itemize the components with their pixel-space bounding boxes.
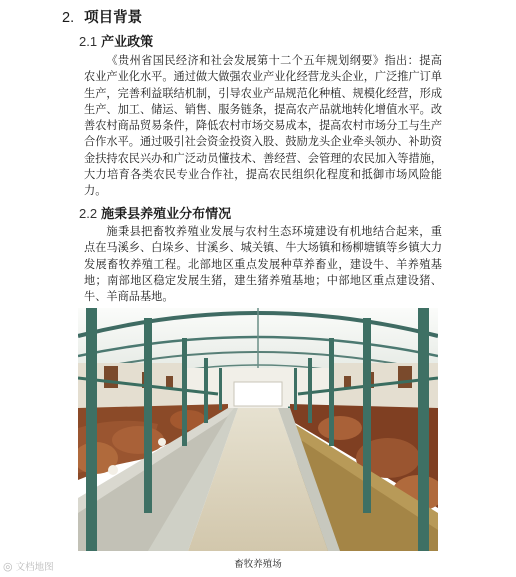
watermark-text: 文档地图 xyxy=(15,562,54,573)
watermark-logo-icon: ◎ xyxy=(3,560,13,573)
section-title: 项目背景 xyxy=(84,10,143,26)
subsection-number: 2.1 xyxy=(79,34,98,49)
subsection-heading-policy xyxy=(79,31,153,50)
subsection-title: 施秉县养殖业分布情况 xyxy=(101,207,232,222)
section-number: 2. xyxy=(62,10,75,26)
subsection-heading-distribution xyxy=(79,203,231,222)
policy-paragraph: 《贵州省国民经济和社会发展第十二个五年规划纲要》指出：提高农业产业化水平。通过做大做强农业产业化经营龙头企业，广泛推广订单生产，完善利益联结机制，引导农业产品规范化种植、规模化经营，形成生产、加工、储运、销售、服务链条，提高农产品就地转化增值水平。改善农村商品贸易条件，降低农村市场交易成本，提高农村市场分工与生产合作水平。通过吸引社会资金投资入股、鼓励龙头企业牵头领办、补助资金扶持农民兴办和广泛动员懂技术、善经营、会管理的农民加入等措施，大力培育各类农民专业合作社，提高农民组织化程度和抵御市场风险能力。 xyxy=(84,54,443,198)
section-heading xyxy=(62,6,142,27)
livestock-barn-photo xyxy=(78,308,438,551)
subsection-number: 2.2 xyxy=(79,206,98,221)
distribution-paragraph: 施秉县把畜牧养殖业发展与农村生态环境建设有机地结合起来，重点在马溪乡、白垛乡、甘溪乡、城关镇、牛大场镇和杨柳塘镇等乡镇大力发展畜牧养殖工程。北部地区重点发展种草养畜业，建设牛、羊养殖基地；南部地区稳定发展生猪，建生猪养殖基地；中部地区重点建设猪、牛、羊商品基地。 xyxy=(84,225,443,304)
watermark xyxy=(3,559,54,573)
figure-caption: 畜牧养殖场 xyxy=(234,559,282,570)
subsection-title: 产业政策 xyxy=(101,35,154,50)
